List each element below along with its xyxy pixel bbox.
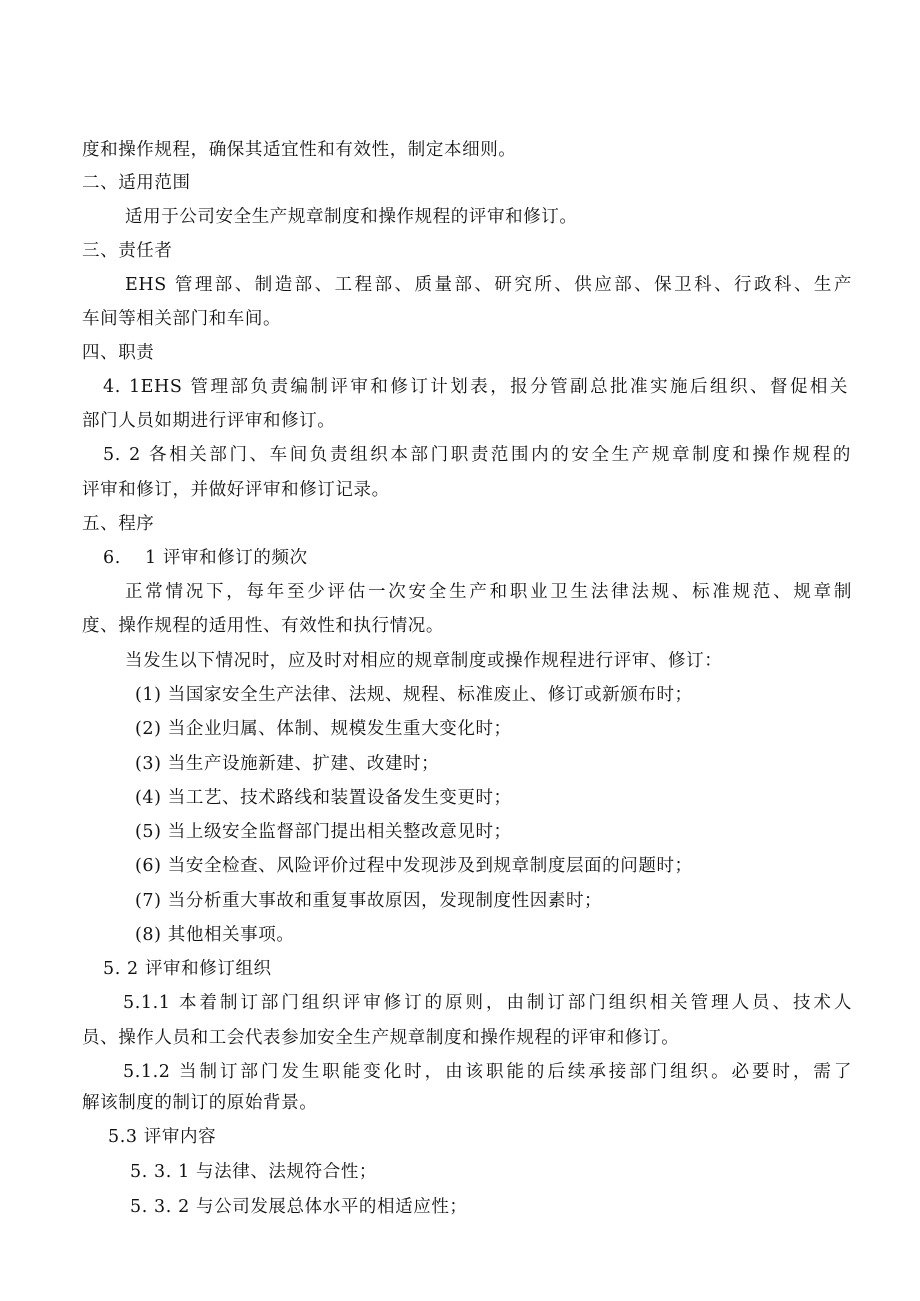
paragraph-line: EHS 管理部、制造部、工程部、质量部、研究所、供应部、保卫科、行政科、生产 (125, 275, 852, 295)
paragraph-line: 员、操作人员和工会代表参加安全生产规章制度和操作规程的评审和修订。 (82, 1028, 680, 1048)
paragraph-line: 5. 2 各相关部门、车间负责组织本部门职责范围内的安全生产规章制度和操作规程的 (103, 445, 851, 465)
list-item: (2) 当企业归属、体制、规模发生重大变化时； (135, 719, 512, 739)
paragraph-line: 适用于公司安全生产规章制度和操作规程的评审和修订。 (125, 207, 578, 227)
paragraph-line: 部门人员如期进行评审和修订。 (82, 411, 336, 431)
paragraph-line: 4. 1EHS 管理部负责编制评审和修订计划表，报分管副总批准实施后组织、督促相关 (103, 377, 848, 397)
list-item: (4) 当工艺、技术路线和装置设备发生变更时； (135, 788, 512, 808)
list-item: (7) 当分析重大事故和重复事故原因，发现制度性因素时； (135, 891, 603, 911)
paragraph-line: 5.1.2 当制订部门发生职能变化时，由该职能的后续承接部门组织。必要时，需了 (123, 1062, 852, 1082)
paragraph-line: 5. 3. 2 与公司发展总体水平的相适应性； (130, 1197, 468, 1217)
paragraph-line: 度和操作规程，确保其适宜性和有效性，制定本细则。 (82, 140, 517, 160)
paragraph-line: 车间等相关部门和车间。 (82, 309, 282, 329)
list-item: (8) 其他相关事项。 (135, 925, 295, 945)
subsection-heading (103, 547, 308, 569)
subsection-title: 1 评审和修订的频次 (145, 548, 308, 568)
paragraph-line: 度、操作规程的适用性、有效性和执行情况。 (82, 616, 444, 636)
subsection-number: 6. (103, 548, 121, 568)
section-heading-scope: 二、适用范围 (82, 173, 191, 193)
paragraph-line: 评审和修订，并做好评审和修订记录。 (82, 480, 390, 500)
section-heading-duties: 四、职责 (82, 343, 155, 363)
subsection-heading: 5. 2 评审和修订组织 (103, 959, 272, 979)
list-item: (3) 当生产设施新建、扩建、改建时； (135, 754, 440, 774)
paragraph-line: 5.1.1 本着制订部门组织评审修订的原则，由制订部门组织相关管理人员、技术人 (123, 993, 852, 1013)
paragraph-line: 正常情况下，每年至少评估一次安全生产和职业卫生法律法规、标准规范、规章制 (125, 582, 852, 602)
list-item: (5) 当上级安全监督部门提出相关整改意见时； (135, 822, 512, 842)
paragraph-line: 解该制度的制订的原始背景。 (82, 1093, 318, 1113)
section-heading-responsible: 三、责任者 (82, 241, 173, 261)
list-item: (1) 当国家安全生产法律、法规、规程、标准废止、修订或新颁布时； (135, 685, 693, 705)
list-item: (6) 当安全检查、风险评价过程中发现涉及到规章制度层面的问题时； (135, 856, 693, 876)
paragraph-line: 当发生以下情况时，应及时对相应的规章制度或操作规程进行评审、修订： (125, 651, 723, 671)
subsection-heading: 5.3 评审内容 (108, 1127, 217, 1147)
section-heading-procedure: 五、程序 (82, 514, 155, 534)
paragraph-line: 5. 3. 1 与法律、法规符合性； (130, 1162, 378, 1182)
